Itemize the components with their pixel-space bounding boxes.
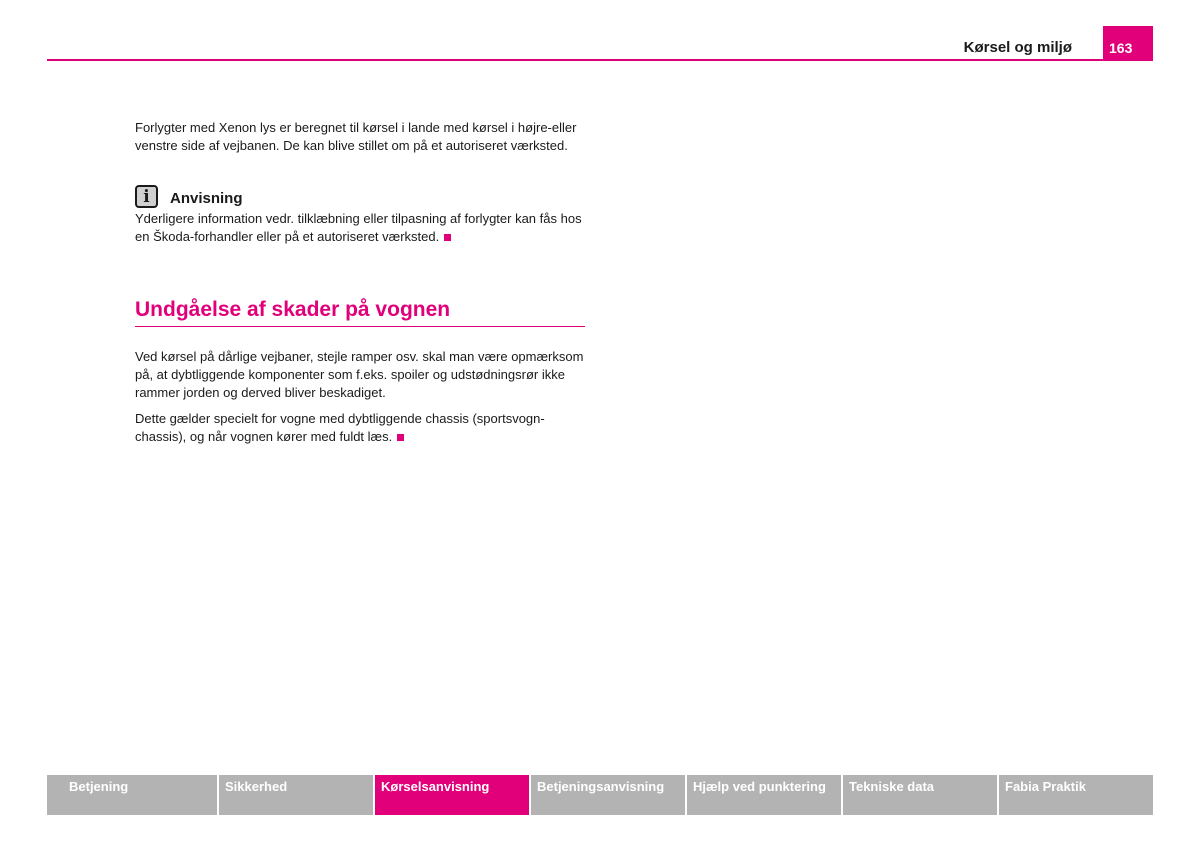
nav-tab-betjening[interactable]: Betjening	[47, 775, 217, 815]
note-label: Anvisning	[170, 190, 243, 207]
note-text	[135, 210, 585, 246]
header-rule	[47, 59, 1153, 61]
section-heading: Undgåelse af skader på vognen	[135, 298, 585, 327]
page-number: 163	[1103, 26, 1153, 61]
section-title: Kørsel og miljø	[963, 39, 1072, 56]
main-content	[135, 119, 585, 446]
paragraph-chassis	[135, 410, 585, 446]
end-mark-icon	[397, 434, 404, 441]
paragraph-road-damage: Ved kørsel på dårlige vejbaner, stejle ramper osv. skal man være opmærksom på, at dybtliggende komponenter som f.eks. spoiler og udstødningsrør ikke rammer jorden og derved bliver beskadiget.	[135, 349, 584, 400]
note-text-content: Yderligere information vedr. tilklæbning eller tilpasning af forlygter kan fås hos en Škoda-forhandler eller på et autoriseret værksted.	[135, 211, 582, 244]
info-icon: i	[135, 185, 158, 208]
footer-nav	[47, 775, 1153, 815]
end-mark-icon	[444, 234, 451, 241]
nav-tab-sikkerhed[interactable]: Sikkerhed	[219, 775, 373, 815]
nav-tab-korselsanvisning[interactable]: Kørselsanvisning	[375, 775, 529, 815]
nav-tab-tekniske-data[interactable]: Tekniske data	[843, 775, 997, 815]
nav-tab-hjaelp-ved-punktering[interactable]: Hjælp ved punktering	[687, 775, 841, 815]
nav-tab-fabia-praktik[interactable]: Fabia Praktik	[999, 775, 1153, 815]
note-header	[135, 183, 585, 208]
paragraph-xenon: Forlygter med Xenon lys er beregnet til kørsel i lande med kørsel i højre-eller venstre side af vejbanen. De kan blive stillet om på et autoriseret værksted.	[135, 120, 577, 153]
note-block	[135, 183, 585, 246]
nav-tab-betjeningsanvisning[interactable]: Betjeningsanvisning	[531, 775, 685, 815]
paragraph-chassis-text: Dette gælder specielt for vogne med dybtliggende chassis (sportsvogn-chassis), og når vognen kører med fuldt læs.	[135, 411, 545, 444]
